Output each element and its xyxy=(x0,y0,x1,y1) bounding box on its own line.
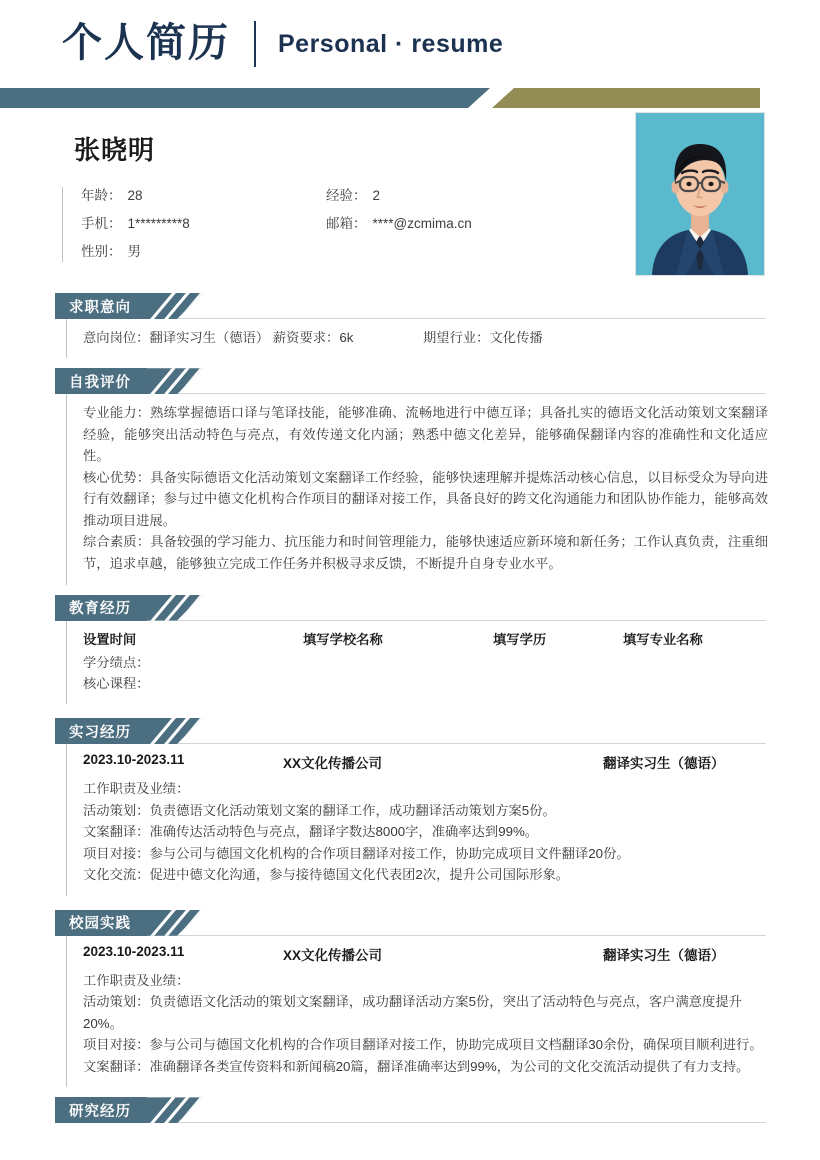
info-value: 男 xyxy=(127,244,141,260)
info-label: 经验： xyxy=(326,188,367,203)
section-body-internship xyxy=(66,744,768,896)
internship-duty-label: 工作职责及业绩： xyxy=(83,781,190,797)
info-item-experience xyxy=(326,187,601,205)
section-header-internship xyxy=(55,718,766,744)
contact-info-grid xyxy=(62,187,601,262)
page-title: 个人简历 xyxy=(62,21,230,65)
info-value: 28 xyxy=(127,188,143,203)
education-column-school: 填写学校名称 xyxy=(303,631,383,647)
info-item-age xyxy=(81,187,326,205)
header-divider xyxy=(254,21,256,67)
internship-bullet: 项目对接：参与公司与德国文化机构的合作项目翻译对接工作，协助完成项目文件翻译20份。 xyxy=(83,845,630,861)
campus-company: XX文化传播公司 xyxy=(283,947,383,963)
section-title-education: 教育经历 xyxy=(55,595,147,621)
section-stripes xyxy=(147,910,203,936)
identity-block xyxy=(0,108,820,293)
section-title-self-eval: 自我评价 xyxy=(55,368,147,394)
candidate-name: 张晓明 xyxy=(74,135,156,165)
info-item-phone xyxy=(81,215,326,233)
info-item-empty xyxy=(326,243,601,261)
self-eval-paragraph: 专业能力：熟练掌握德语口译与笔译技能，能够准确、流畅地进行中德互译；具备扎实的德语文化活动策划文案翻译经验，能够突出活动特色与亮点，有效传递文化内涵；熟悉中德文化差异，能够确保翻译内容的准确性和文化适应性。 xyxy=(83,405,768,464)
page-subtitle: Personal · resume xyxy=(278,29,504,58)
info-value: 2 xyxy=(372,188,381,203)
campus-bullet: 活动策划：负责德语文化活动的策划文案翻译，成功翻译活动方案5份，突出了活动特色与亮点，客户满意度提升20%。 xyxy=(83,994,742,1031)
section-header-self-eval xyxy=(55,368,766,394)
banner-slate-bar xyxy=(0,88,490,108)
section-header-research xyxy=(55,1097,766,1123)
info-value: 1*********8 xyxy=(127,216,190,232)
self-eval-paragraph: 综合素质：具备较强的学习能力、抗压能力和时间管理能力，能够快速适应新环境和新任务；工作认真负责，注重细节，追求卓越，能够独立完成工作任务并积极寻求反馈，不断提升自身专业水平。 xyxy=(83,534,768,571)
campus-date: 2023.10-2023.11 xyxy=(83,943,185,959)
section-title-job-intent: 求职意向 xyxy=(55,293,147,319)
header-banner xyxy=(0,88,820,108)
section-title-campus: 校园实践 xyxy=(55,910,147,936)
info-item-gender xyxy=(81,243,326,261)
section-body-education xyxy=(66,621,768,705)
campus-bullet: 项目对接：参与公司与德国文化机构的合作项目翻译对接工作，协助完成项目文档翻译30余份，确保项目顺利进行。 xyxy=(83,1037,763,1053)
info-label: 邮箱： xyxy=(326,216,367,232)
campus-entry-header xyxy=(83,944,768,970)
info-label: 手机： xyxy=(81,216,122,232)
education-column-time: 设置时间 xyxy=(83,631,137,647)
section-title-internship: 实习经历 xyxy=(55,718,147,744)
section-stripes xyxy=(147,1097,203,1123)
internship-role: 翻译实习生（德语） xyxy=(603,756,725,772)
section-header-education xyxy=(55,595,766,621)
job-intent-industry: 期望行业：文化传播 xyxy=(423,330,543,345)
job-intent-position: 意向岗位：翻译实习生（德语） 薪资要求：6k xyxy=(83,330,354,345)
internship-entry-header xyxy=(83,752,768,778)
job-intent-row xyxy=(83,327,768,348)
campus-bullet: 文案翻译：准确翻译各类宣传资料和新闻稿20篇，翻译准确率达到99%，为公司的文化交流活动提供了有力支持。 xyxy=(83,1058,750,1074)
education-courses-line: 核心课程： xyxy=(83,675,150,691)
education-column-major: 填写专业名称 xyxy=(623,631,703,647)
education-column-degree: 填写学历 xyxy=(493,631,547,647)
page-header xyxy=(0,0,820,88)
self-eval-paragraph: 核心优势：具备实际德语文化活动策划文案翻译工作经验，能够快速理解并提炼活动核心信息，以目标受众为导向进行有效翻译；参与过中德文化机构合作项目的翻译对接工作，具备良好的跨文化沟通能力和团队协作能力，能够高效推动项目进展。 xyxy=(83,469,768,528)
section-stripes xyxy=(147,718,203,744)
education-gpa-line: 学分绩点： xyxy=(83,654,150,670)
section-body-job-intent xyxy=(66,319,768,358)
section-body-campus xyxy=(66,936,768,1088)
education-table-header xyxy=(83,629,768,652)
section-title-research: 研究经历 xyxy=(55,1097,147,1123)
info-value: ****@zcmima.cn xyxy=(372,216,472,232)
avatar xyxy=(635,112,765,276)
internship-bullet: 文化交流：促进中德文化沟通，参与接待德国文化代表团2次，提升公司国际形象。 xyxy=(83,867,570,883)
info-label: 性别： xyxy=(81,244,122,260)
section-body-self-eval xyxy=(66,394,768,584)
internship-bullet: 文案翻译：准确传达活动特色与亮点，翻译字数达8000字，准确率达到99%。 xyxy=(83,824,539,840)
internship-bullet: 活动策划：负责德语文化活动策划文案的翻译工作，成功翻译活动策划方案5份。 xyxy=(83,802,556,818)
info-item-email xyxy=(326,215,601,233)
section-stripes xyxy=(147,293,203,319)
section-header-campus xyxy=(55,910,766,936)
campus-role: 翻译实习生（德语） xyxy=(603,947,725,963)
internship-date: 2023.10-2023.11 xyxy=(83,752,185,768)
section-header-job-intent xyxy=(55,293,766,319)
section-stripes xyxy=(147,368,203,394)
portrait-photo-icon xyxy=(636,113,764,275)
info-label: 年龄： xyxy=(81,188,122,203)
campus-duty-label: 工作职责及业绩： xyxy=(83,972,190,988)
internship-company: XX文化传播公司 xyxy=(283,756,383,772)
banner-gold-bar xyxy=(492,88,760,108)
section-stripes xyxy=(147,595,203,621)
